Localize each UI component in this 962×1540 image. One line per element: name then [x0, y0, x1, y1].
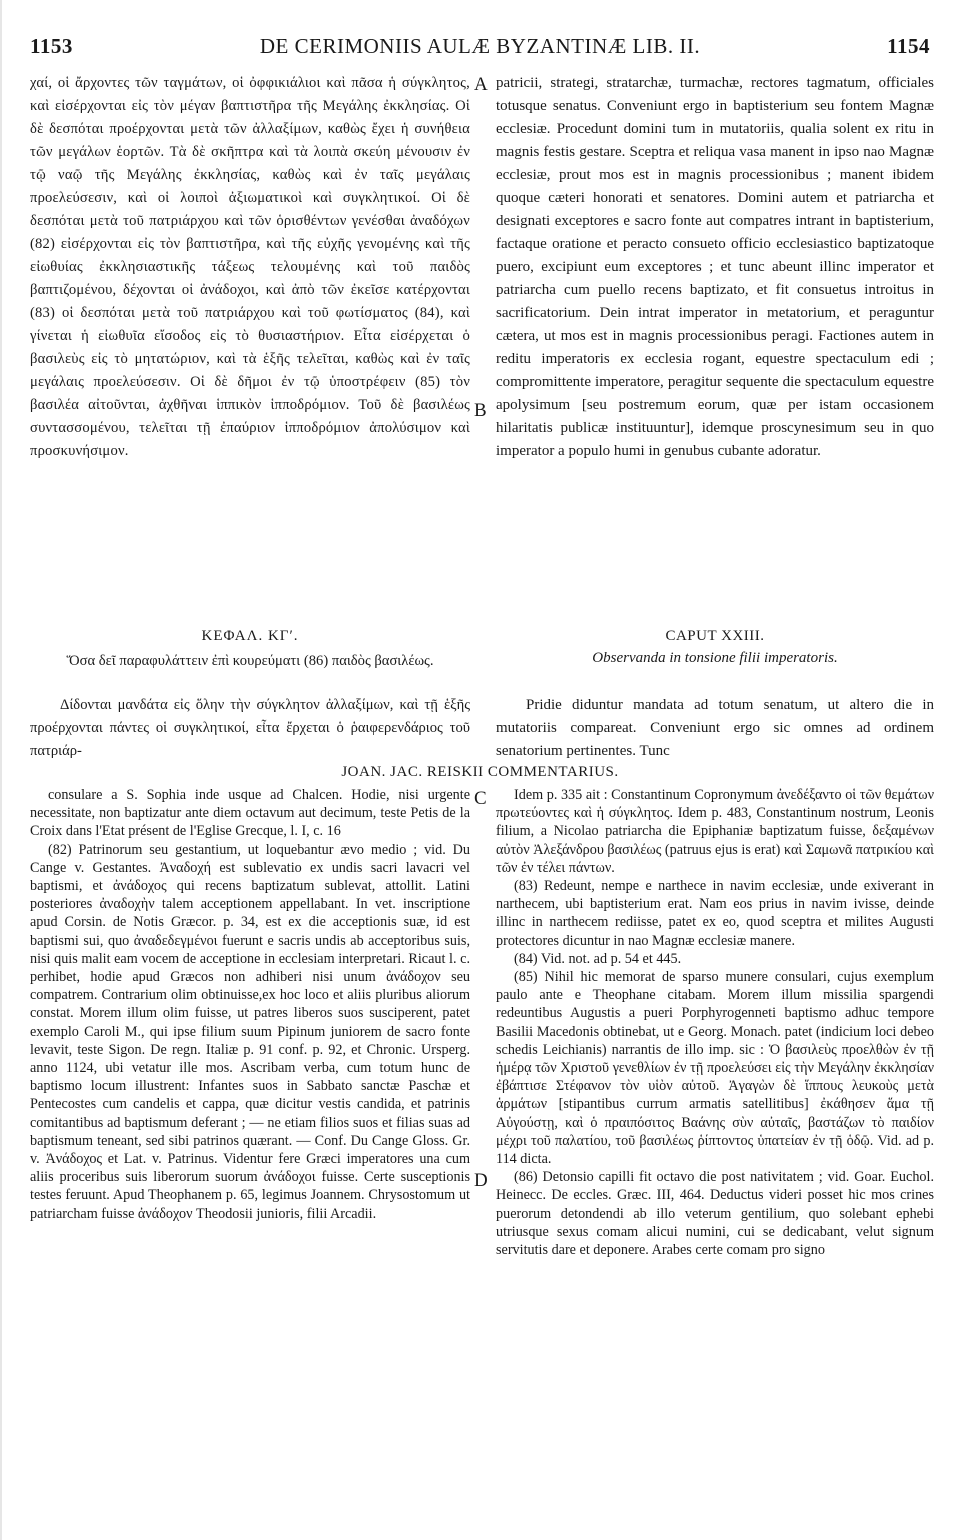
- page-number-right: 1154: [887, 34, 930, 58]
- commentary-right-column: [496, 786, 934, 1526]
- greek-text: χαί, οἱ ἄρχοντες τῶν ταγμάτων, οἱ ὀφφικιάλιοι καὶ πᾶσα ἡ σύγκλητος, καὶ εἰσέρχονται εἰς τὸν μέγαν βαπτιστῆρα τῆς Μεγάλης ἐκκλησίας. Οἱ δὲ δεσπόται προέρχονται μετὰ τῶν ἀλλαξίμων, καθὼς ἔχει ἡ συνήθεια τῶν μεγάλων ἑορτῶν. Τὰ δὲ σκῆπτρα καὶ τὰ λοιπὰ σκεύη μένουσιν ἐν τῷ ναῷ τῆς Μεγάλης ἐκκλησίας, καθὼς καὶ ἐν ταῖς μεγάλαις προελεύσεσιν, καὶ οἱ λοιποὶ ἀξιωματικοὶ καὶ συγκλητικοί. Οἱ δὲ δεσπόται μετὰ τοῦ πατριάρχου καὶ τῶν ὁρισθέντων γενέσθαι ἀναδόχων (82) εἰσέρχονται εἰς τὸν βαπτιστῆρα, καὶ τῆς εὐχῆς γενομένης καὶ τῆς εἰωθυίας ἐκκλησιαστικῆς τάξεως τελουμένης καὶ τοῦ παιδὸς βαπτιζομένου, δέχονται οἱ ἀνάδοχοι, καὶ ἀπὸ τῶν ἐκεῖσε κατέρχονται (83) οἱ δεσπόται μετὰ τοῦ πατριάρχου καὶ τοῦ φωτίσματος (84), καὶ γίνεται ἡ εἰωθυῖα εἴσοδος εἰς τὸ θυσιαστήριον. Εἶτα εἰσέρχεται ὁ βασιλεὺς εἰς τὸ μητατώριον, καὶ τὰ ἑξῆς τελεῖται, καθὼς καὶ ἐν ταῖς μεγάλαις προελεύσεσιν. Οἱ δὲ δῆμοι ἐν τῷ ὑποστρέφειν (85) τὸν βασιλέα αἰτοῦνται, ἀχθῆναι ἱππικὸν ἱπποδρόμιον. Τοῦ δὲ βασιλέως συντασσομένου, τελεῖται τῇ ἐπαύριον ἱπποδρόμιον ἀπολύσιμον καὶ προσκυνήσιμον.: [30, 75, 470, 459]
- commentary-paragraph: Idem p. 335 ait : Constantinum Copronymum ἀνεδέξαντο οἱ τῶν θεμάτων πρωτεύοντες καὶ ἡ σύγκλητος. Idem p. 483, Constantinum nostrum, Leonis filium, a Nicolao patriarcha die Epiphaniæ baptizatum fuisse, δεξαμένων αὐτὸν Ἀλεξάνδρου βασιλέως (patruus ejus is erat) καὶ Σαμωνᾶ πατρικίου καὶ τῶν ἐν τέλει πάντων.: [496, 787, 934, 876]
- greek-chapter-heading: ΚΕΦΑΛ. ΚΓʹ.: [201, 628, 299, 644]
- greek-column: [30, 72, 470, 463]
- page-edge: [0, 0, 2, 1540]
- commentary-left-column: [30, 786, 470, 1526]
- commentary-paragraph: consulare a S. Sophia inde usque ad Chalcen. Hodie, nisi urgente necessitate, non baptizatur ante diem octavum aut decimum, teste Petis de la Croix dans l'Etat présent de l'Eglise Grecque, l. I, c. 16: [30, 787, 470, 840]
- margin-marker-b: B: [474, 400, 487, 421]
- page-number-left: 1153: [30, 34, 73, 58]
- commentary-note-85: (85) Nihil hic memorat de sparso munere consulari, cujus exemplum paulo ante e Theophane citabam. Morem illum missilia spargendi redeuntibus Augustis a pueri Porphyrogenneti baptismo adhuc tempore Basilii Macedonis obtinebat, ut e Georg. Monach. patet (indicium loci debeo schedis Leichianis) narrantis de illo imp. sic : Ὁ βασιλεὺς προελθὼν ἐν τῇ ἡμέρᾳ τῶν Χριστοῦ γενεθλίων ἐν τῇ προελεύσει εἰς τὴν Μεγάλην ἐκκλησίαν ἐβάπτισε Στέφανον τὸν υἱὸν αὐτοῦ. Ἀγαγὼν δὲ ἵππους λευκοὺς μετὰ ἁρμάτων [stipantibus currum armatis satellitibus] ἐκάθησεν ἅμα τῇ Αὐγούστῃ, καὶ ὁ πραιπόσιτος Βαάνης σὺν αὐταῖς, βαστάζων τὸ παιδίον μέχρι τοῦ παλατίου, τοῦ βασιλέως ῥίπτοντος ὑπατείαν ἐν τῇ ὁδῷ. Vid. ad p. 114 dicta.: [496, 969, 934, 1168]
- latin-column: [496, 72, 934, 463]
- greek-chapter-subtitle: Ὅσα δεῖ παραφυλάττειν ἐπὶ κουρεύματι (86) παιδὸς βασιλέως.: [66, 653, 434, 669]
- latin-chapter-subtitle: Observanda in tonsione filii imperatoris.: [592, 650, 838, 666]
- running-title: DE CERIMONIIS AULÆ BYZANTINÆ LIB. II.: [259, 34, 701, 58]
- commentary-note-84: (84) Vid. not. ad p. 54 et 445.: [514, 950, 682, 967]
- greek-chapter-body: Δίδονται μανδάτα εἰς ὅλην τὴν σύγκλητον ἀλλαξίμων, καὶ τῇ ἑξῆς προέρχονται πάντες οἱ συγκλητικοί, εἶτα ἔρχεται ὁ ῥαιφερενδάριος τοῦ πατριάρ-: [30, 697, 470, 759]
- running-header: [30, 34, 930, 62]
- commentary-note-82: (82) Patrinorum seu gestantium, ut loquebantur ævo medio ; vid. Du Cange v. Gestantes. Ἀναδοχή est sublevatio ex undis sacri lavacri vel baptismi, et ἀνάδοχος qui recens baptizatum sublevat, attollit. Latini posteriores ἀναδοχὴν talem acceptionem appellabant. In vet. inscriptione apud Corsin. de Notis Græcor. p. 34, est ex die acceptionis suæ, id est baptismi sui, quo ἀναδεδεγμένοι fuerunt e sacris undis ab acceptoribus suis, nisi quis malit eam vocem de acceptione in ecclesiam interpretari. Ricaut l. c. perhibet, hodie apud Græcos non adhiberi nisi unum ἀνάδοχον seu compatrem. Contrarium olim obtinuisse,ex hoc loco et aliis pluribus aliorum constat. Morem illum olim fuisse, ut patres liberos suos susciperent, patet exemplo Caroli M., qui ipse filium suum Pipinum juniorem de sacro fonte levavit, teste Sigon. De regn. Italiæ p. 91 conf. p. 92, et Chronic. Ursperg. anno 1124, ubi vetatur ille mos. Ascribam verba, cum totum hunc de baptismo locum illustrent: Infantes suos in Sabbato sanctæ Paschæ et Pentecostes cum candelis et cappa, quæ dicitur vestis candida, et patrinis comitantibus ad baptismum deferant ; — ne etiam filios suos et filias suas ad baptismum teneant, sed sibi patrinos quærant. — Conf. Du Cange Gloss. Gr. v. Ἀνάδοχος et Lat. v. Patrinus. Videntur fere Græci imperatores una cum aliis proceribus suis liberorum suorum ἀνάδοχοι fuisse. Certe susceptionis testes feruunt. Apud Theophanem p. 65, legimus Joannem. Chrysostomum ut patriarcham fuisse ἀνάδοχον Theodosii junioris, filii Arcadii.: [30, 841, 470, 1222]
- latin-text: patricii, strategi, stratarchæ, turmachæ, rectores tagmatum, officiales totusque senatus. Conveniunt ergo in baptisterium seu fontem Magnæ ecclesiæ. Procedunt domini tum in mutatoriis, qualia solent ex ritu in magnis festis gestare. Sceptra et reliqua vasa manent in ipso nao Magnæ ecclesiæ, prout mos est in magnis processionibus ; manent ibidem quoque cæteri honorati et senatores. Domini autem et patriarcha et designati exceptores e sacro fonte aut compatres intrant in baptisterium, factaque oratione et peracto consueto officio ecclesiastico baptizatoque puero, excipiunt eum exceptores ; et tunc abeunt illinc imperator et patriarcha cum puello recens baptizato, et fit consuetus introitus in sacrificatorium. Dein intrat imperator in metatorium, et peraguntur cætera, ut mos est in magnis processionibus peragi. Factiones autem in reditu imperatoris ex ecclesia rogant, equestre spectaculum edi ; compromittente imperatore, peragitur sequente die spectaculum equestre apolysimum [seu postremum eorum, quæ per istam occasionem hilaritatis publicæ instituuntur], idemque proscynesimum seu in quo imperator a populo humi in genubus cubante adoratur.: [496, 75, 934, 459]
- commentary-note-86: (86) Detonsio capilli fit octavo die post nativitatem ; vid. Goar. Euchol. Heinecc. De eccles. Græc. III, 464. Deductus videri posset hic mos crines puerorum detondendi ab illo veterum gentilium, quo solebant ephebi utriusque sexus comam alicui numini, cui se dedicabant, velut signum servitutis dare et deponere. Arabes certe comam pro signo: [496, 1169, 934, 1259]
- commentary-title: JOAN. JAC. REISKII COMMENTARIUS.: [341, 764, 619, 780]
- margin-marker-a: A: [474, 74, 488, 95]
- latin-chapter-body: Pridie diduntur mandata ad totum senatum, ut altero die in mutatoriis compareat. Conveniunt ergo sic omnes ad ordinem senatorium pertinentes. Tunc: [496, 697, 934, 759]
- commentary-note-83: (83) Redeunt, nempe e narthece in navim ecclesiæ, unde exiverant in narthecem, ubi baptisterium erat. Nam eos prius in navim ivisse, deinde illinc in narthecem rediisse, patet ex eo, quod sceptra et milites Augusti protectores dicuntur in nao Magnæ ecclesiæ manere.: [496, 878, 934, 949]
- margin-marker-d: D: [474, 1170, 488, 1191]
- margin-marker-c: C: [474, 788, 487, 809]
- latin-chapter-heading: CAPUT XXIII.: [665, 628, 765, 644]
